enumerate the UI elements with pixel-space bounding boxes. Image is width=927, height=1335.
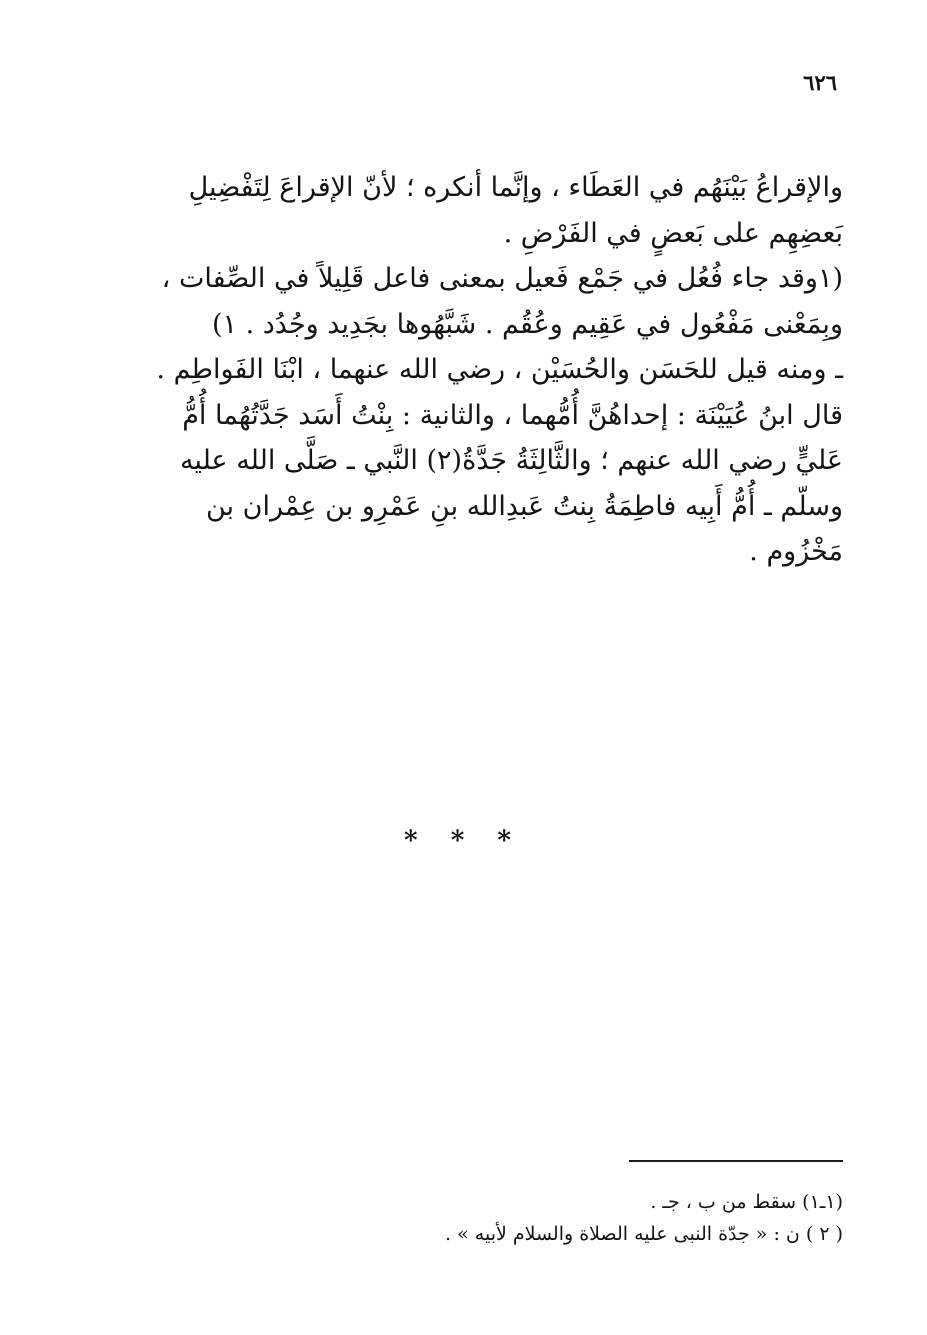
text-line: مَخْزُوم . [749,536,843,567]
text-line: وسلّم ـ أُمُّ أَبِيه فاطِمَةُ بِنتُ عَبدِالله بنِ عَمْرِو بن عِمْران بن [205,490,843,522]
text-line: وبِمَعْنى مَفْعُول في عَقِيم وعُقُم . شَبَّهُوها بجَدِيد وجُدُد . ١) [211,308,843,340]
text-line: قال ابنُ عُيَيْنَة : إحداهُنَّ أُمُّهما ، والثانية : بِنْتُ أَسَد جَدَّتُهُما أُمُّ [182,399,843,431]
main-text [93,165,843,575]
footnote: (١ـ١) سقط من ب ، جـ . [650,1191,843,1213]
footnote: ( ٢ ) ن : « جدّة النبى عليه الصلاة والسلام لأبيه » . [445,1223,843,1245]
text-line: عَليٍّ رضي الله عنهم ؛ والثَّالِثَةُ جَدَّةُ(٢) النَّبي ـ صَلَّى الله عليه [179,445,843,476]
page-number: ٦٢٦ [803,70,837,95]
text-line: (١وقد جاء فُعُل في جَمْع فَعيل بمعنى فاعل قَلِيلاً في الصِّفات ، [161,263,843,294]
footnote-divider [629,1160,843,1162]
text-line: والإقراعُ بَيْنَهُم في العَطَاء ، وإنَّما أنكره ؛ لأنّ الإقراعَ لِتَفْضِيلِ [188,172,843,203]
text-line: بَعضِهِم على بَعضٍ في الفَرْضِ . [503,217,843,249]
footnotes [93,1186,843,1250]
text-line: ـ ومنه قيل للحَسَن والحُسَيْن ، رضي الله عنهما ، ابْنَا الفَواطِم . [156,354,843,385]
section-separator: * * * [404,826,523,856]
